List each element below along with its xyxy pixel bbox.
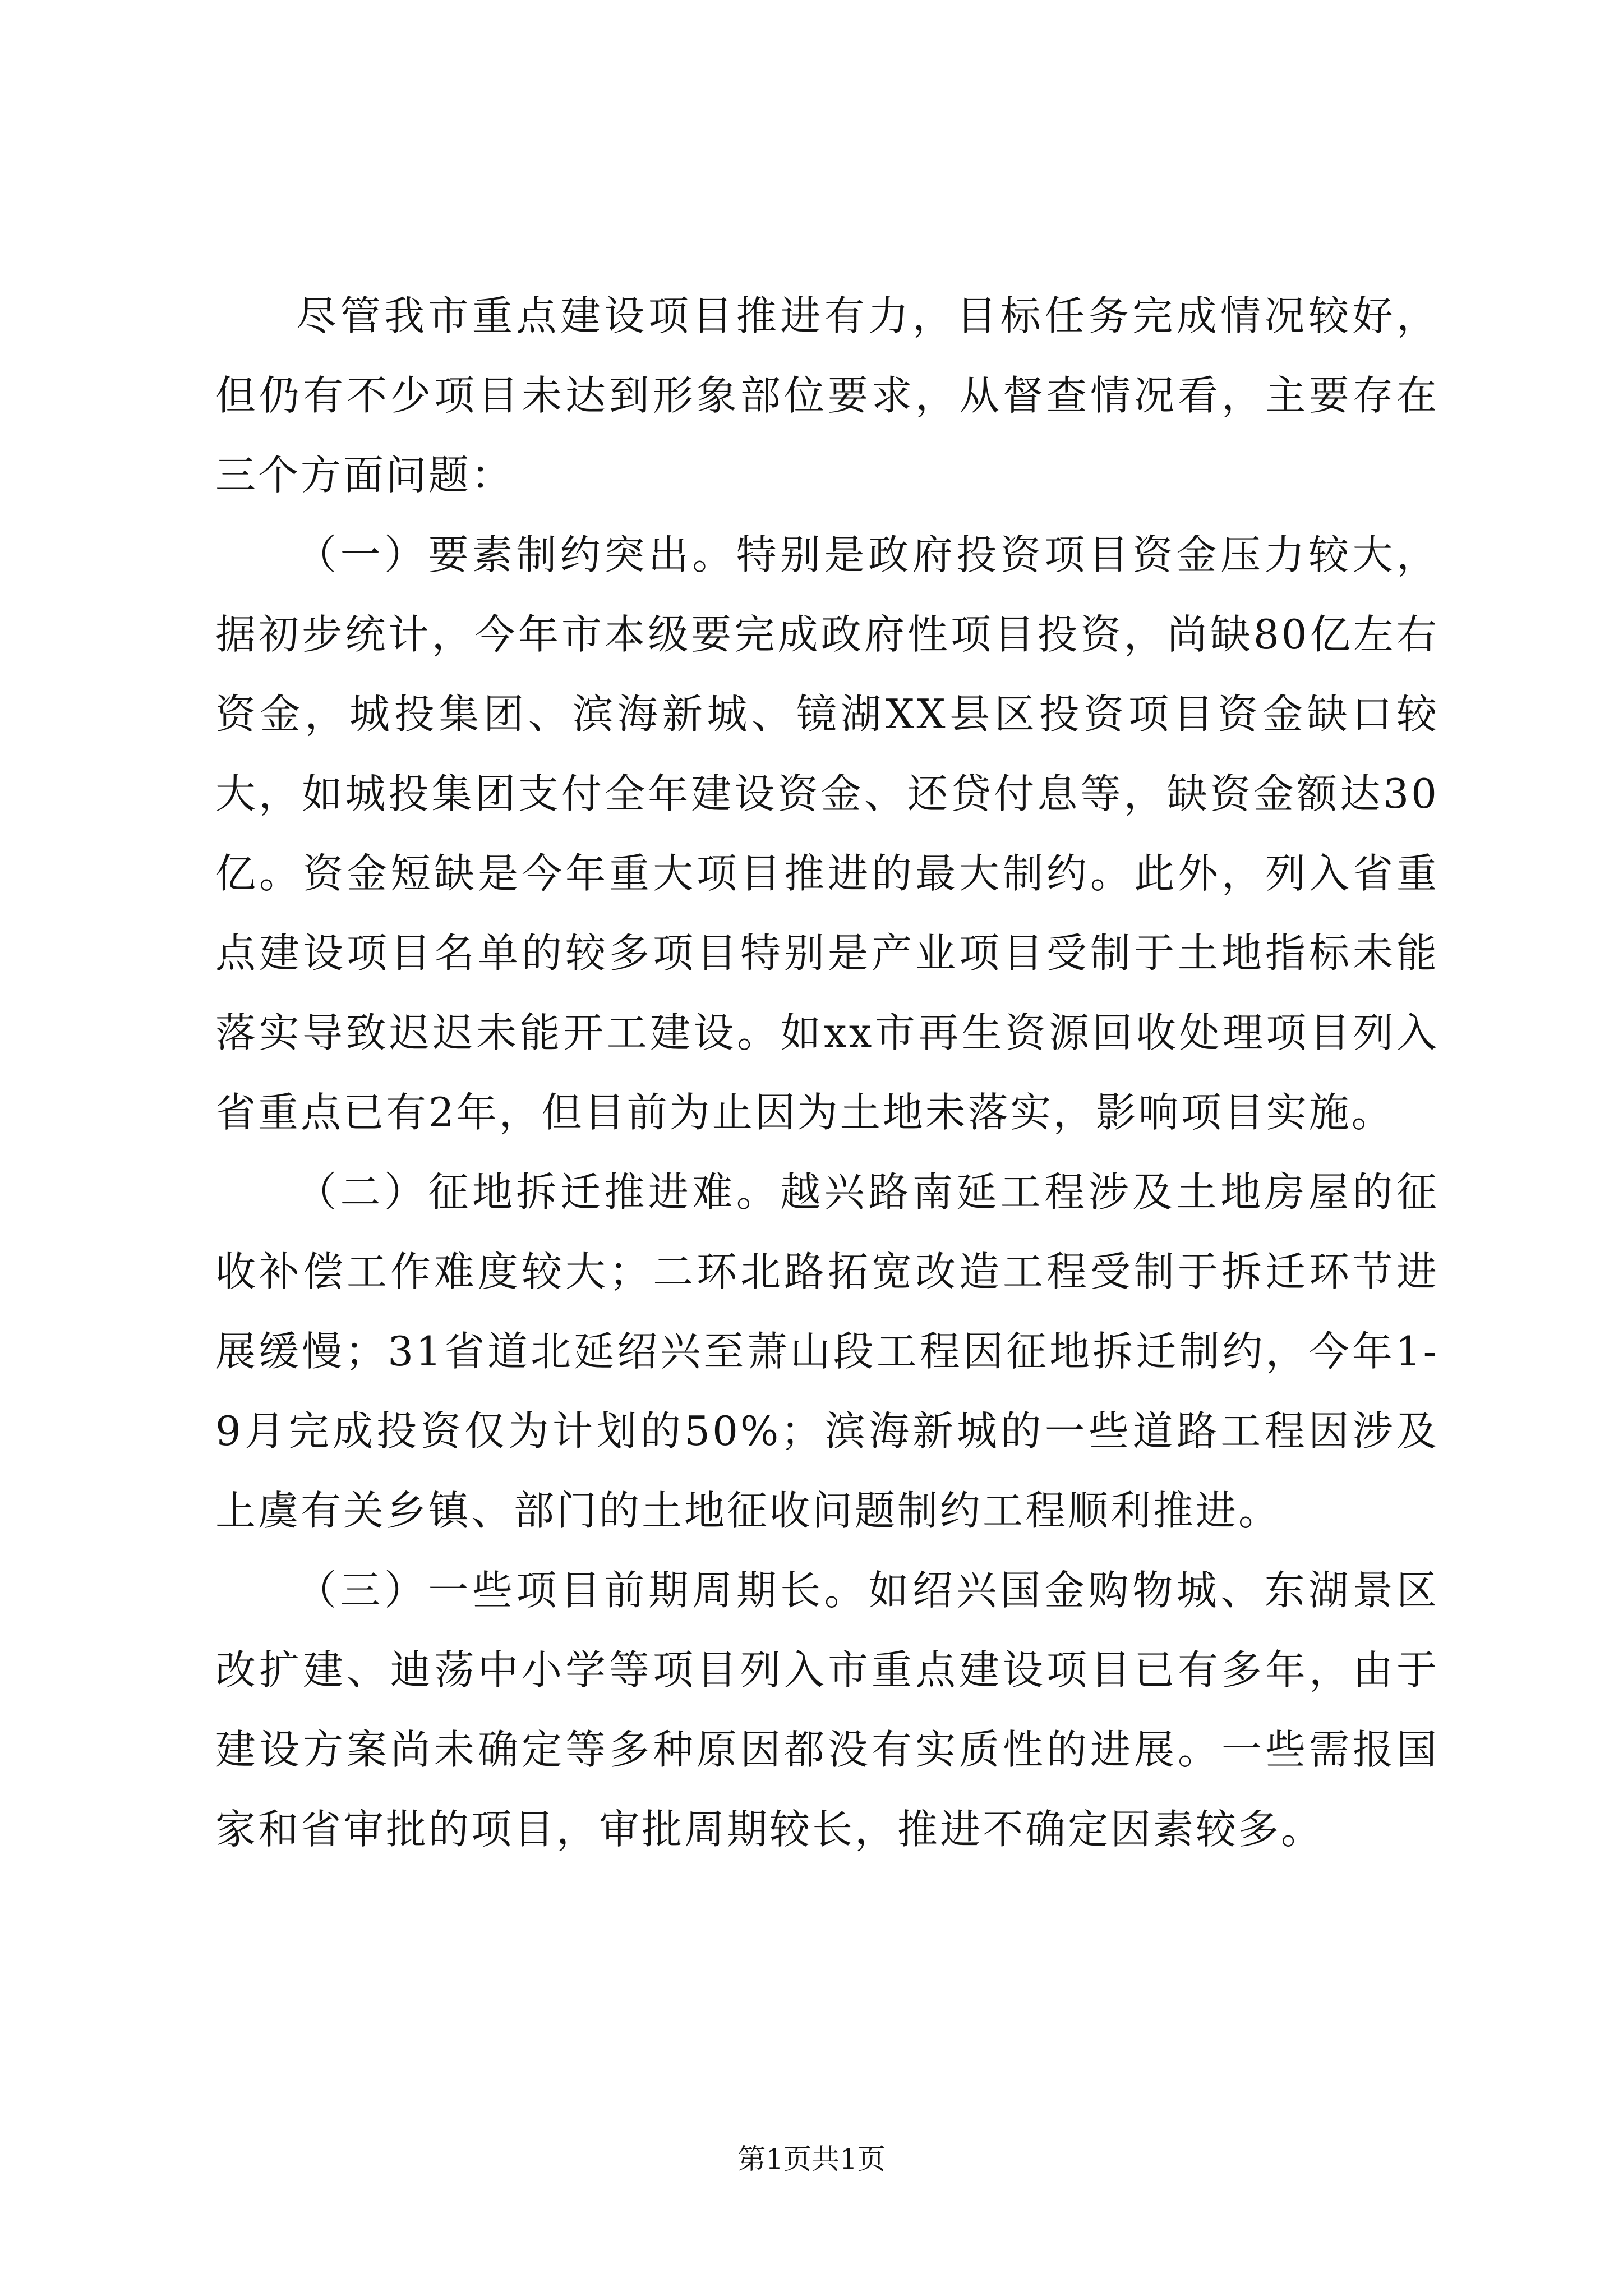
page-number: 第1页 [737, 2143, 811, 2175]
paragraph-land-acquisition: （二）征地拆迁推进难。越兴路南延工程涉及土地房屋的征收补偿工作难度较大；二环北路拓宽改造工程受制于拆迁环节进展缓慢；31省道北延绍兴至萧山段工程因征地拆迁制约，今年1-9月完成投资仅为计划的50%；滨海新城的一些道路工程因涉及上虞有关乡镇、部门的土地征收问题制约工程顺利推进。 [215, 1168, 1439, 1534]
paragraph-intro: 尽管我市重点建设项目推进有力，目标任务完成情况较好，但仍有不少项目未达到形象部位要求，从督查情况看，主要存在三个方面问题： [215, 292, 1439, 499]
page-total: 共1页 [811, 2143, 886, 2175]
paragraph-preliminary-period: （三）一些项目前期周期长。如绍兴国金购物城、东湖景区改扩建、迪荡中小学等项目列入市重点建设项目已有多年，由于建设方案尚未确定等多种原因都没有实质性的进展。一些需报国家和省审批的项目，审批周期较长，推进不确定因素较多。 [215, 1567, 1439, 1853]
page-footer [0, 2139, 1623, 2179]
paragraph-factor-constraints: （一）要素制约突出。特别是政府投资项目资金压力较大，据初步统计，今年市本级要完成政府性项目投资，尚缺80亿左右资金，城投集团、滨海新城、镜湖XX县区投资项目资金缺口较大，如城投集团支付全年建设资金、还贷付息等，缺资金额达30亿。资金短缺是今年重大项目推进的最大制约。此外，列入省重点建设项目名单的较多项目特别是产业项目受制于土地指标未能落实导致迟迟未能开工建设。如xx市再生资源回收处理项目列入省重点已有2年，但目前为止因为土地未落实，影响项目实施。 [215, 531, 1439, 1136]
document-body [215, 276, 1439, 1869]
